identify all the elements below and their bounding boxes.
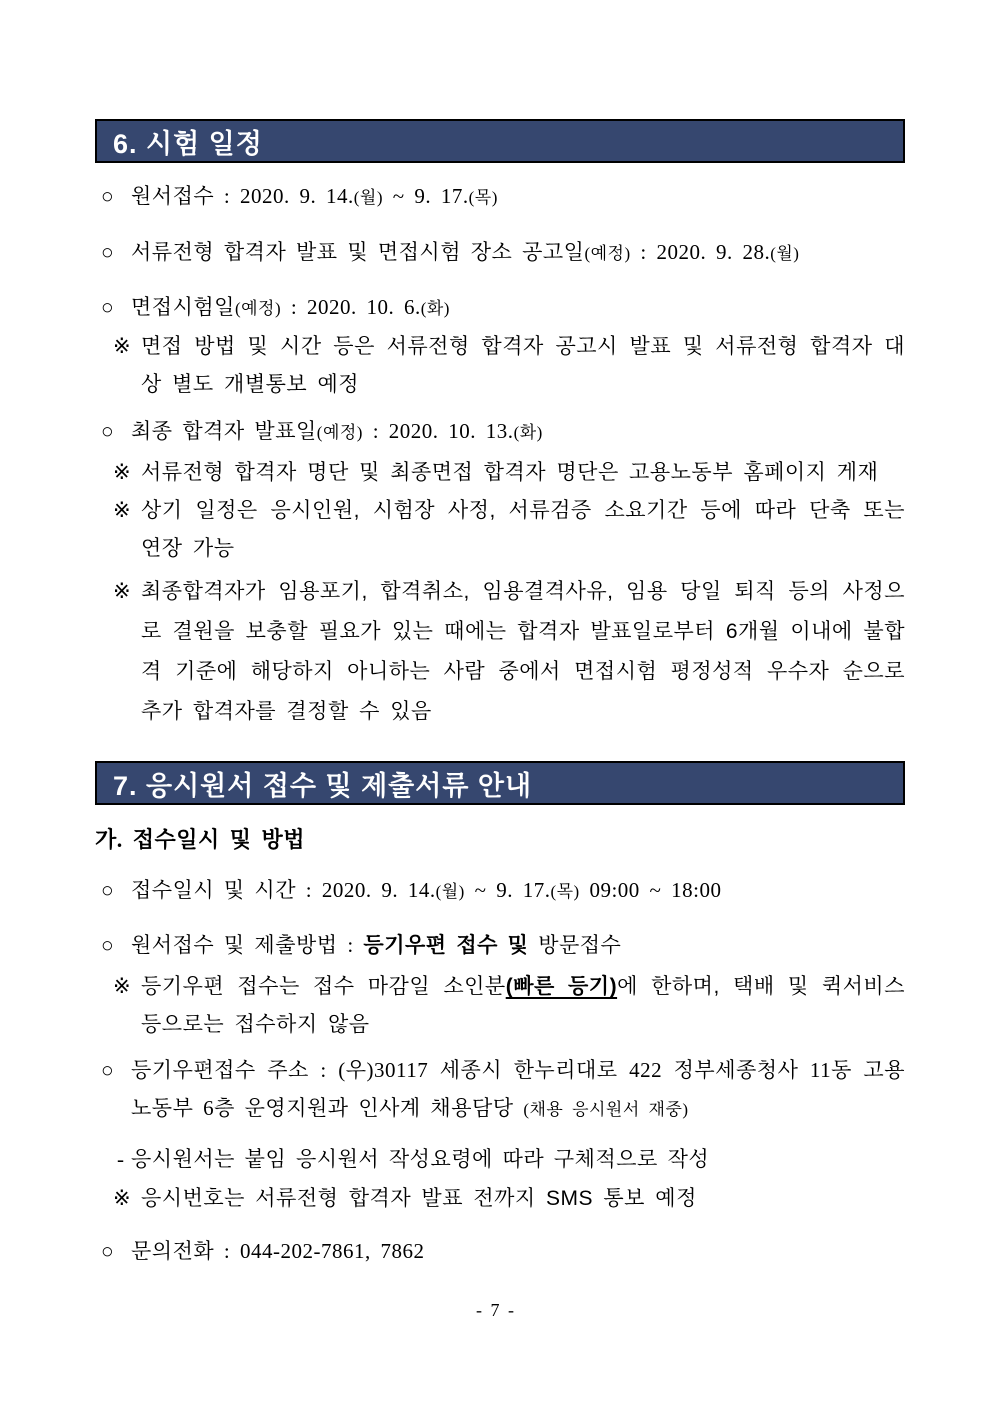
contact-item: [95, 1232, 905, 1270]
bullet-circle-icon: ○: [101, 933, 115, 957]
receipt-datetime-hours: 09:00 ~ 18:00: [579, 878, 722, 902]
application-period-day1: (월): [353, 188, 383, 207]
reference-mark-icon: ※: [113, 580, 132, 603]
submission-method-item: [95, 926, 905, 964]
note-sms-text: 응시번호는 서류전형 합격자 발표 전까지 SMS 통보 예정: [141, 1187, 697, 1210]
note-registered-mail: [95, 968, 905, 1044]
final-pass-expected: (예정): [316, 423, 363, 442]
reference-mark-icon: ※: [113, 975, 132, 998]
note-additional-pass-text: 최종합격자가 임용포기, 합격취소, 임용결격사유, 임용 당일 퇴직 등의 사정으로 결원을 보충할 필요가 있는 때에는 합격자 발표일로부터 6개월 이내에 불합격 기준에 해당하지 아니하는 사람 중에서 면접시험 평정성적 우수자 순으로 추가 합격자를 결정할 수 있음: [141, 580, 905, 723]
note-sms: [95, 1180, 905, 1218]
note-interview-method: [95, 328, 905, 404]
interview-date-value: : 2020. 10. 6.: [281, 295, 421, 319]
note-pass-list: [95, 454, 905, 492]
receipt-datetime-text: 접수일시 및 시간 : 2020. 9. 14.: [131, 878, 436, 902]
contact-text: 문의전화 : 044-202-7861, 7862: [131, 1239, 425, 1263]
bullet-circle-icon: ○: [101, 1239, 115, 1263]
interview-date-text: 면접시험일: [131, 295, 235, 319]
mail-address-enclosed: (채용 응시원서 재중): [523, 1100, 689, 1119]
final-pass-text: 최종 합격자 발표일: [131, 419, 317, 443]
note-additional-pass: [95, 572, 905, 732]
mail-address-item: [95, 1051, 905, 1129]
dash-bullet-icon: -: [117, 1147, 125, 1171]
submission-method-text: 원서접수 및 제출방법 :: [131, 933, 364, 957]
reference-mark-icon: ※: [113, 499, 132, 522]
application-period-mid: ~ 9. 17.: [382, 184, 469, 208]
bullet-circle-icon: ○: [101, 419, 115, 443]
note-registered-mail-emphasis: (빠른 등기): [505, 975, 618, 998]
receipt-datetime-day1: (월): [435, 882, 465, 901]
interview-date-item: [95, 288, 905, 328]
final-pass-day: (화): [513, 423, 543, 442]
dash-note-text: 응시원서는 붙임 응시원서 작성요령에 따라 구체적으로 작성: [131, 1147, 710, 1171]
subsection-title: 가. 접수일시 및 방법: [95, 827, 306, 852]
page-number: - 7 -: [476, 1300, 516, 1320]
receipt-datetime-mid: ~ 9. 17.: [464, 878, 551, 902]
section-6-header-bar: [95, 119, 905, 163]
final-pass-date: : 2020. 10. 13.: [362, 419, 514, 443]
reference-mark-icon: ※: [113, 461, 132, 484]
application-period-text: 원서접수 : 2020. 9. 14.: [131, 184, 354, 208]
section-6-title: 6. 시험 일정: [113, 128, 263, 159]
submission-method-suffix: 방문접수: [528, 933, 622, 957]
interview-date-expected: (예정): [234, 299, 282, 318]
note-registered-mail-prefix: 등기우편 접수는 접수 마감일 소인분: [141, 975, 506, 998]
receipt-datetime-item: [95, 871, 905, 911]
section-7-header-bar: [95, 761, 905, 805]
document-pass-date: : 2020. 9. 28.: [630, 240, 771, 264]
document-pass-text: 서류전형 합격자 발표 및 면접시험 장소 공고일: [131, 240, 585, 264]
reference-mark-icon: ※: [113, 335, 132, 358]
bullet-circle-icon: ○: [101, 1058, 115, 1082]
mail-address-text: 등기우편접수 주소 : (우)30117 세종시 한누리대로 422 정부세종청사 11동 고용노동부 6층 운영지원과 인사계 채용담당: [131, 1058, 905, 1120]
bullet-circle-icon: ○: [101, 878, 115, 902]
note-interview-method-text: 면접 방법 및 시간 등은 서류전형 합격자 공고시 발표 및 서류전형 합격자 대상 별도 개별통보 예정: [141, 335, 905, 396]
note-registered-mail-suffix: 에 한하며, 택배 및 퀵서비스 등으로는 접수하지 않음: [141, 975, 905, 1036]
section-7-title: 7. 응시원서 접수 및 제출서류 안내: [113, 770, 533, 801]
note-schedule-change-text: 상기 일정은 응시인원, 시험장 사정, 서류검증 소요기간 등에 따라 단축 또는 연장 가능: [141, 499, 905, 560]
bullet-circle-icon: ○: [101, 295, 115, 319]
bullet-circle-icon: ○: [101, 240, 115, 264]
note-pass-list-text: 서류전형 합격자 명단 및 최종면접 합격자 명단은 고용노동부 홈페이지 게재: [141, 461, 879, 484]
final-pass-announcement-item: [95, 412, 905, 452]
dash-note-item: [95, 1140, 905, 1178]
submission-method-bold: 등기우편 접수 및: [363, 933, 529, 957]
bullet-circle-icon: ○: [101, 184, 115, 208]
document-pass-announcement-item: [95, 233, 905, 273]
reference-mark-icon: ※: [113, 1187, 132, 1210]
document-pass-day: (월): [770, 244, 800, 263]
note-schedule-change: [95, 492, 905, 568]
receipt-datetime-day2: (목): [550, 882, 580, 901]
document-pass-expected: (예정): [584, 244, 631, 263]
application-period-day2: (목): [468, 188, 498, 207]
interview-date-day: (화): [420, 299, 450, 318]
application-period-item: [95, 177, 905, 217]
